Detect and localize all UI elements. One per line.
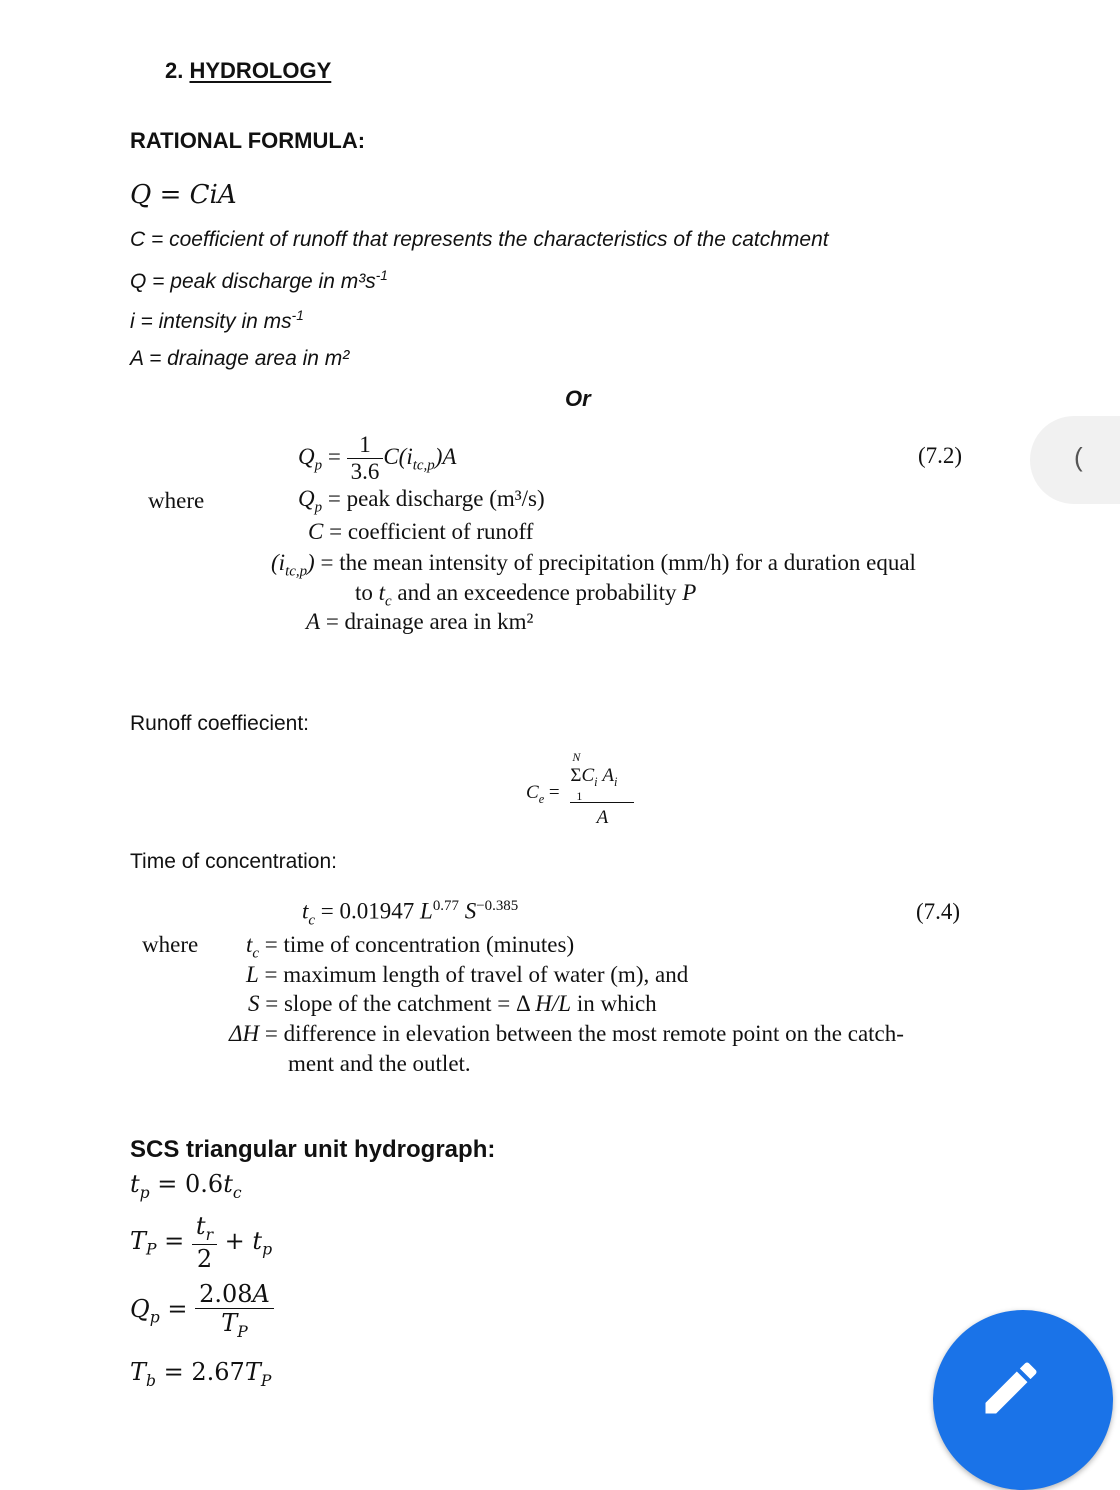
ce-lhs: C [526,782,539,803]
eq-lhs: t [130,1170,140,1198]
eq72-fraction [347,432,384,485]
def-text: = coefficient of runoff [323,519,534,544]
def-text: = slope of the catchment = Δ [259,991,536,1016]
def-var: t [246,932,253,957]
eq72-rhs-b: )A [434,443,457,469]
def-sub: c [252,945,260,962]
tc-lhs: t [302,898,309,924]
pencil-icon [977,1354,1045,1422]
eq72-frac-num: 1 [359,432,371,457]
def-text: = drainage area in m² [143,347,350,370]
rational-formula-equation [130,180,237,210]
equation-7-4 [302,898,518,929]
eq-rhs: 0.6 [185,1170,224,1198]
def-var: Q [130,270,147,293]
scs-qp-equation [130,1280,274,1341]
eq-equals: = [157,1170,178,1198]
scs-tp-equation [130,1170,242,1202]
eq72-def-c [308,519,533,545]
definition-q [130,268,388,294]
eq72-lhs-sub: p [314,457,323,474]
frac-num-var: A [252,1280,270,1308]
rational-formula-heading: RATIONAL FORMULA: [130,128,366,153]
tc-def-l [246,962,688,988]
tc-def-s [248,991,657,1017]
tc-l-exp: 0.77 [432,898,459,914]
scs-hydrograph-heading: SCS triangular unit hydrograph: [130,1136,496,1163]
def-text: = peak discharge in m³s [146,270,376,293]
eq72-lhs: Q [298,443,315,469]
eq-rhs: 2.67 [191,1358,245,1386]
tc-s: S [464,898,477,924]
tc-l: L [420,898,433,924]
equation-number-7-2: (7.2) [918,443,963,468]
def-text: = the mean intensity of precipitation (mm/h) for a duration equal [314,550,916,575]
ce-lhs-sub: e [538,791,545,806]
or-label: Or [565,386,591,411]
eq-rhs-sub: P [260,1371,272,1390]
def-text: = peak discharge (m³/s) [322,486,545,511]
tc-rhs-a: = 0.01947 [315,898,421,924]
side-tab-icon: ( [1074,442,1083,472]
def-var: C [130,228,146,251]
eq72-def-a [306,609,533,635]
eq-rhs-sub: c [232,1183,242,1202]
def-text: to [355,580,379,605]
frac-num: t [195,1212,206,1240]
section-heading [165,58,331,84]
eq-lhs-sub: P [146,1240,157,1259]
eq-plus: + [224,1226,245,1255]
eq-rhs-sub: p [262,1240,273,1259]
eq-q: Q [130,180,152,210]
def-var: C [308,519,324,544]
scs-tpeak-equation [130,1212,272,1273]
eq72-def-i-continued [355,580,696,611]
eq-equals: = [163,1358,184,1386]
def-var: H/L [535,991,572,1016]
frac-den-sub: P [237,1322,248,1341]
side-panel-tab[interactable] [1030,416,1120,504]
tc-s-exp: −0.385 [476,898,519,914]
runoff-coefficient-heading: Runoff coeffiecient: [130,712,310,735]
runoff-coefficient-equation [526,750,634,829]
frac-num: 2.08 [199,1280,253,1308]
eq72-rhs-sub: tc,p [412,457,435,474]
frac-den: 2 [192,1244,217,1273]
time-of-concentration-heading: Time of concentration: [130,850,337,873]
ce-term2-sub: i [613,774,618,789]
ce-term2: A [602,765,614,786]
eq-lhs-sub: b [146,1371,156,1390]
tc-def-tc [246,932,574,963]
ce-equals: = [548,782,560,803]
eq72-equals: = [327,443,341,469]
def-sup: -1 [291,308,304,323]
definition-a [130,347,349,371]
eq-lhs: T [130,1226,147,1255]
ce-sum-bottom: 1 [570,790,634,803]
eq-equals: = [167,1294,188,1323]
def-var: Q [298,486,315,511]
scs-tb-equation [130,1358,271,1390]
eq-equals: = [159,180,182,210]
def-text: = maximum length of travel of water (m), and [258,962,689,987]
section-title: HYDROLOGY [189,58,332,83]
eq72-def-i [271,550,916,581]
def-var: i [130,310,135,333]
def-text: = drainage area in km² [320,609,534,634]
eq-lhs: T [130,1358,147,1386]
def-var: A [306,609,321,634]
ce-term-sub: i [594,774,598,789]
def-sub: c [385,593,392,610]
eq-rhs-var: T [244,1358,261,1386]
def-sup: -1 [375,268,388,283]
ce-denominator: A [596,806,609,828]
equation-7-2 [298,432,456,485]
tc-lhs-sub: c [308,912,316,929]
def-text: = coefficient of runoff that represents the characteristics of the catchment [145,228,829,251]
def-sub: tc,p [285,563,308,580]
def-text: = intensity in ms [134,310,292,333]
def-text: = time of concentration (minutes) [259,932,575,957]
eq-lhs-sub: p [139,1183,150,1202]
eq72-frac-den: 3.6 [347,458,384,485]
eq-lhs-sub: p [149,1308,160,1327]
def-var: P [682,580,697,605]
eq-equals: = [164,1226,185,1255]
def-var: ΔH [229,1021,260,1046]
def-var: L [246,962,259,987]
equation-number-7-4: (7.4) [916,899,961,924]
frac-den: T [221,1309,238,1337]
def-var: S [248,991,260,1016]
eq-rhs-var: t [252,1226,263,1255]
eq-fraction [195,1280,274,1341]
eq-rhs-var: t [223,1170,233,1198]
eq72-def-qp [298,486,545,517]
definition-i [130,308,304,334]
section-number: 2. [165,58,184,83]
def-var2: ) [307,550,315,575]
edit-button[interactable] [933,1310,1113,1490]
def-var: A [130,347,144,370]
eq-fraction [192,1212,217,1273]
def-text: and an exceedence probability [391,580,683,605]
def-text: ment and the outlet. [288,1051,471,1076]
eq-lhs: Q [130,1294,150,1323]
def-text: in which [571,991,657,1016]
def-var: (i [271,550,286,575]
where-label: where [148,488,205,513]
tc-def-dh [229,1021,904,1047]
def-sub: p [314,499,323,516]
ce-sum-sign: Σ [570,765,582,786]
ce-term: C [581,765,595,786]
def-text: = difference in elevation between the most remote point on the catch- [259,1021,904,1046]
definition-c [130,228,829,252]
def-var: t [378,580,386,605]
where-label: where [142,932,199,957]
tc-def-dh-continued [288,1051,471,1077]
eq-rhs: CiA [189,180,237,210]
frac-num-sub: r [205,1225,214,1244]
ce-sum-top: N [572,750,581,764]
eq72-rhs-a: C(i [383,443,413,469]
